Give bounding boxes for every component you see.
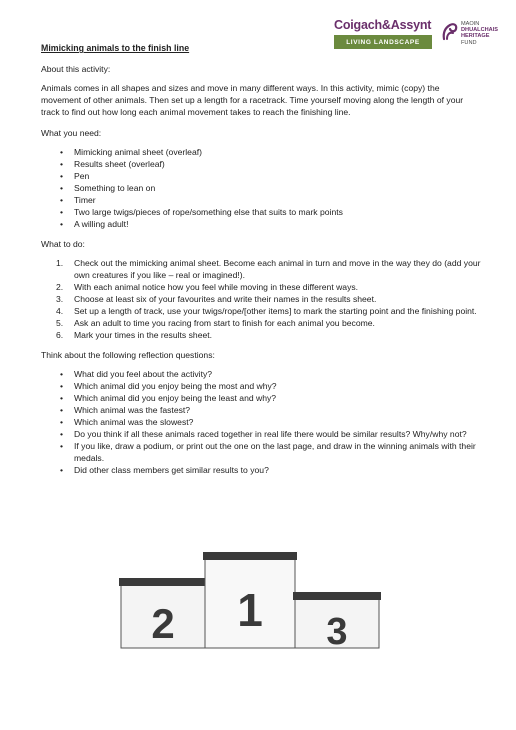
podium-number-1: 1 <box>237 584 263 636</box>
logo-line: DHUALCHAIS <box>461 27 498 34</box>
podium-second <box>119 578 207 648</box>
list-item: • Results sheet (overleaf) <box>41 158 481 170</box>
list-item: • Which animal was the fastest? <box>41 404 481 416</box>
logo-title: Coigach&Assynt <box>334 18 432 32</box>
todo-list <box>41 257 481 341</box>
list-item: 2. With each animal notice how you feel while moving in these different ways. <box>56 282 359 292</box>
list-item: • Pen <box>41 170 481 182</box>
page-title: Mimicking animals to the finish line <box>41 43 190 53</box>
list-item: 5. Ask an adult to time you racing from start to finish for each animal you become. <box>56 318 375 328</box>
list-item: 1. Check out the mimicking animal sheet. Become each animal in turn and move in the way they do (add your own creatures if you like – real or imagined!). <box>56 258 481 280</box>
list-item: • Timer <box>41 194 481 206</box>
list-item: • Two large twigs/pieces of rope/something else that suits to mark points <box>41 206 481 218</box>
podium-number-3: 3 <box>326 611 348 652</box>
podium-third <box>293 592 381 652</box>
need-heading: What you need: <box>41 128 102 138</box>
podium-illustration <box>115 552 385 652</box>
list-item: 4. Set up a length of track, use your twigs/rope/[other items] to mark the starting point and the finishing point. <box>56 306 477 316</box>
list-item: • If you like, draw a podium, or print out the one on the last page, and draw in the winning animals with their medals. <box>41 440 481 464</box>
about-heading: About this activity: <box>41 64 111 74</box>
logo-subtitle: LIVING LANDSCAPE <box>346 38 420 46</box>
logo-line: MAOIN <box>461 21 480 27</box>
reflect-heading: Think about the following reflection questions: <box>41 350 215 360</box>
reflect-list <box>41 368 481 476</box>
podium-number-2: 2 <box>151 600 175 647</box>
list-item: • Which animal did you enjoy being the least and why? <box>41 392 481 404</box>
logo-line: HERITAGE <box>461 33 490 40</box>
list-item: • Mimicking animal sheet (overleaf) <box>41 146 481 158</box>
logo-line: FUND <box>461 39 477 46</box>
document-body <box>41 42 481 484</box>
need-list <box>41 146 481 230</box>
podium-first <box>203 552 297 648</box>
list-item: • Something to lean on <box>41 182 481 194</box>
list-item: • A willing adult! <box>41 218 481 230</box>
list-item: • Which animal did you enjoy being the most and why? <box>41 380 481 392</box>
list-item: 6. Mark your times in the results sheet. <box>56 330 213 340</box>
list-item: • Do you think if all these animals raced together in real life there would be similar results? Why/why not? <box>41 428 481 440</box>
todo-heading: What to do: <box>41 239 85 249</box>
list-item: 3. Choose at least six of your favourites and write their names in the results sheet. <box>56 294 377 304</box>
list-item: • Which animal was the slowest? <box>41 416 481 428</box>
about-text: Animals comes in all shapes and sizes and move in many different ways. In this activity, mimic (copy) the movement of other animals. Then set up a length for a racetrack. Time yourself moving along the length of your track to find out how long each animal movement takes to reach the finishing line. <box>41 83 464 117</box>
list-item: • What did you feel about the activity? <box>41 368 481 380</box>
list-item: • Did other class members get similar results to you? <box>41 464 481 476</box>
heritage-fund-mark-icon <box>441 21 459 41</box>
